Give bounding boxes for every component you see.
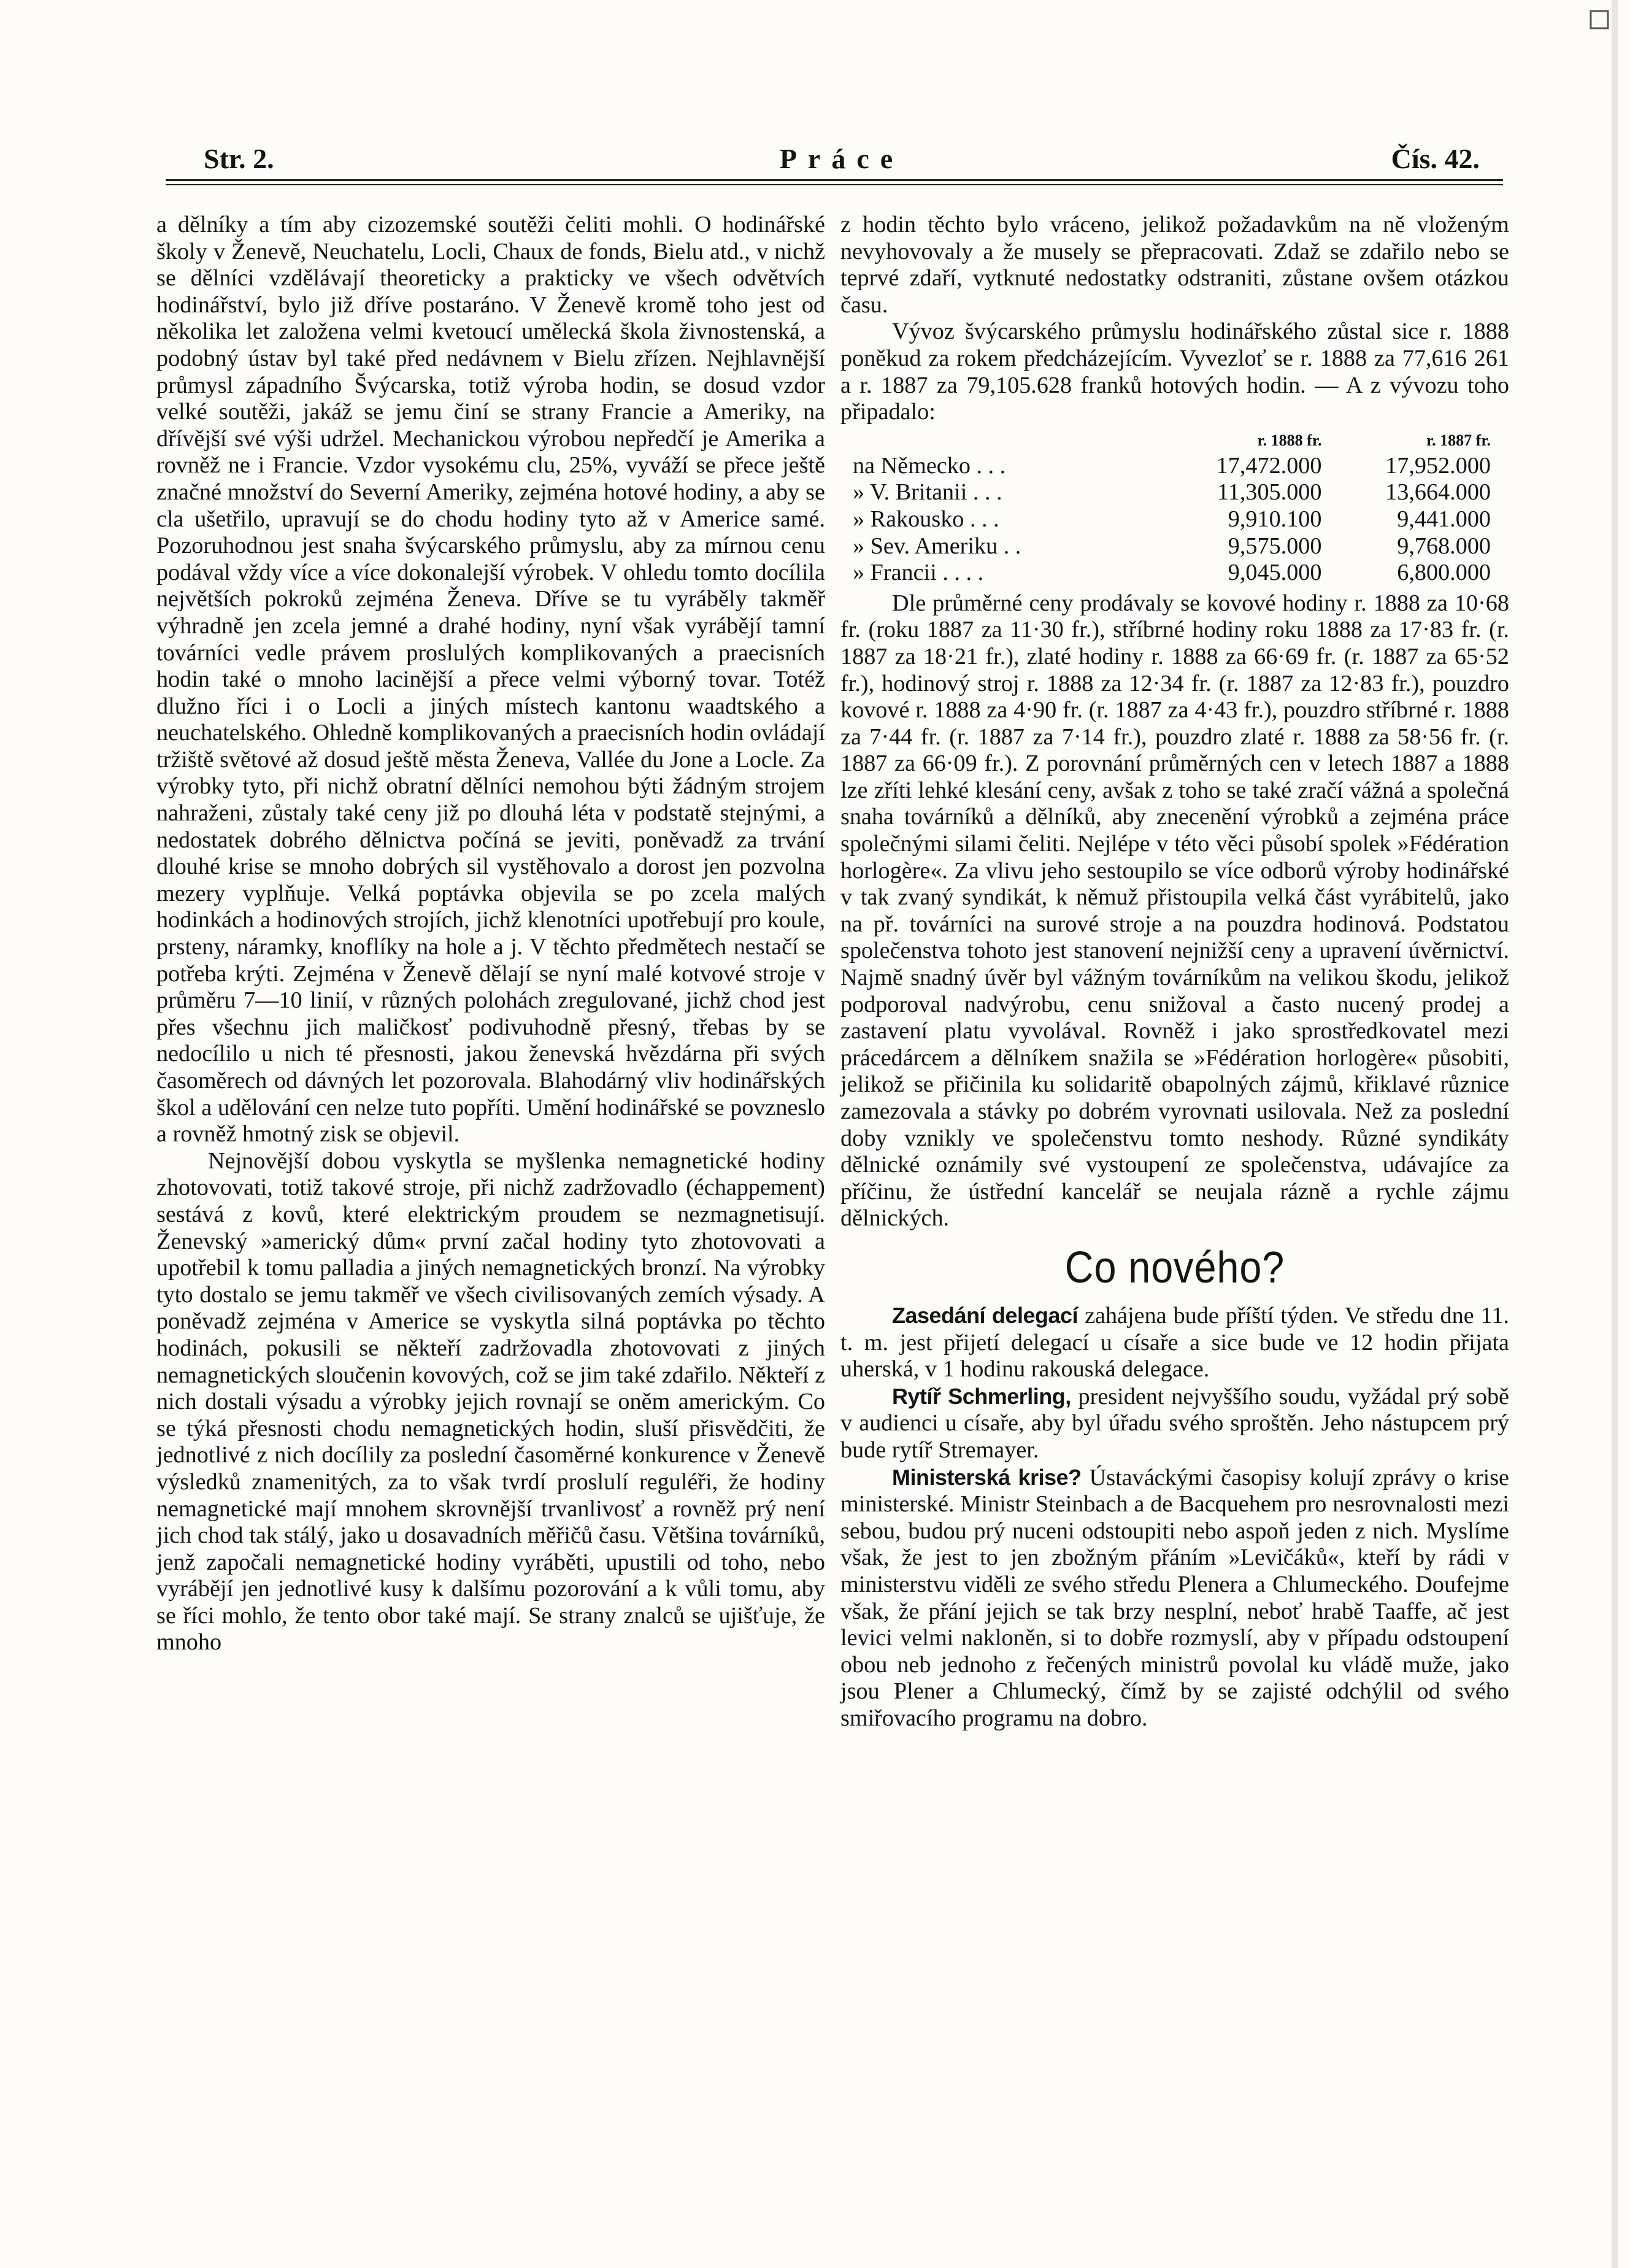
table-cell-country: » Francii . . . . (853, 560, 984, 586)
table-cell-1887: 9,441.000 (1397, 506, 1491, 532)
table-cell-country: » Rakousko . . . (853, 506, 999, 532)
scan-edge (1612, 0, 1618, 2268)
right-column (840, 212, 1509, 1732)
news-item (840, 1302, 1509, 1383)
news-item-text: president nejvyššího soudu, vyžádal prý sobě v audienci u císaře, aby byl úřadu svého sproštěn. Jeho nástupcem prý bude rytíř Stremayer. (840, 1383, 1510, 1463)
table-cell-1888: 9,045.000 (1228, 560, 1322, 586)
news-item-lead: Ministerská krise? (892, 1464, 1082, 1490)
table-row (840, 506, 1509, 533)
table-cell-1888: 17,472.000 (1216, 452, 1322, 479)
table-cell-1887: 6,800.000 (1397, 560, 1491, 586)
table-header-1887: r. 1887 fr. (1426, 431, 1491, 449)
table-cell-country: » Sev. Ameriku . . (853, 533, 1021, 559)
table-cell-1887: 9,768.000 (1397, 533, 1491, 559)
table-header-blank (840, 428, 1171, 453)
article-paragraph: z hodin těchto bylo vráceno, jelikož požadavkům na ně vloženým nevyhovovaly a že musely se přepracovati. Zdaž se zdařilo nebo se teprvé zdaří, vytknuté nedostatky odstraniti, zůstane ovšem otázkou času. (840, 212, 1509, 318)
table-header-1888: r. 1888 fr. (1257, 431, 1322, 449)
table-cell-1888: 11,305.000 (1217, 479, 1322, 506)
issue-number: Čís. 42. (1391, 143, 1480, 174)
header-rule (166, 179, 1503, 181)
article-paragraph: Vývoz švýcarského průmyslu hodinářského zůstal sice r. 1888 poněkud za rokem předcházejícím. Vyvezloť se r. 1888 za 77,616 261 a r. 1887 za 79,105.628 franků hotových hodin. — A z vývozu toho připadalo: (840, 318, 1509, 425)
table-row (840, 453, 1509, 480)
table-cell-country: » V. Britanii . . . (853, 479, 1002, 506)
page-number: Str. 2. (204, 143, 274, 174)
page-header (204, 142, 1480, 177)
news-item-text: zahájena bude příští týden. Ve středu dne 11. t. m. jest přijetí delegací u císaře a sice bude ve 12 hodin přijata uherská, v 1 hodinu rakouská delegace. (840, 1302, 1509, 1383)
corner-mark (1587, 7, 1612, 32)
left-column (156, 212, 825, 1656)
masthead-title: Práce (779, 143, 904, 174)
table-cell-country: na Německo . . . (853, 452, 1006, 479)
article-paragraph: a dělníky a tím aby cizozemské soutěži čeliti mohli. O hodinářské školy v Ženevě, Neuchatelu, Locli, Chaux de fonds, Bielu atd., v nichž se dělníci vzdělávají theoreticky a prakticky ve všech odvětvích hodinářství, bylo již dříve postaráno. V Ženevě kromě toho jest od několika let založena velmi kvetoucí umělecká škola živnostenská, a podobný ústav byl také před nedávnem v Bielu zřízen. Nejhlavnější průmysl západního Švýcarska, totiž výroba hodin, se dosud vzdor velké soutěži, jakáž se jemu činí se strany Francie a Ameriky, na dřívější své výši udržel. Mechanickou výrobou nepředčí je Amerika a rovněž ne i Francie. Vzdor vysokému clu, 25%, vyváží se přece ještě značné množství do Severní Ameriky, zejména hotové hodiny, a aby se cla ušetřilo, upravují se do chodu hodiny tyto až v Americe samé. Pozoruhodnou jest snaha švýcarského průmyslu, aby za mírnou cenu podával vždy více a více dokonalejší výrobek. V ohledu tomto docílila největších pokroků zejména Ženeva. Dříve se tu vyráběly takměř výhradně jen zcela jemné a drahé hodiny, nyní však vyrábějí tamní továrníci vedle právem proslulých komplikovaných a praecisních hodin také o mnoho lacinější a přece velmi výborný tovar. Totéž dlužno říci i o Locli a jiných místech kantonu waadtského a neuchatelského. Ohledně komplikovaných a praecisních hodin ovládají tržiště světové až dosud ještě města Ženeva, Vallée du Jone a Locle. Za výrobky tyto, při nichž obratní dělníci nemohou býti žádným strojem nahraženi, zůstaly také ceny již po dlouhá léta v podstatě stejnými, a nedostatek dobrého dělnictva počíná se jeviti, poněvadž za trvání dlouhé krise se mnoho dobrých sil vystěhovalo a dorost jen pozvolna mezery vyplňuje. Velká poptávka objevila se po zcela malých hodinkách a hodinových strojích, jichž klenotníci upotřebují pro koule, prsteny, náramky, knoflíky na hole a j. V těchto předmětech nestačí se potřeba krýti. Zejména v Ženevě dělají se nyní malé kotvové stroje v průměru 7—10 linií, v různých polohách zregulované, jichž chod jest přes všechnu jich maličkosť podivuhodně přesný, třebas by se nedocílilo u nich té přesnosti, jakou ženevská hvězdárna při svých časoměrech od dávných let pozorovala. Blahodárný vliv hodinářských škol a udělování cen nelze tuto popříti. Umění hodinářské se povzneslo a rovněž hmotný zisk se objevil. (156, 212, 825, 1148)
header-rule-thin (166, 184, 1503, 185)
table-row (840, 533, 1509, 560)
table-cell-1888: 9,910.100 (1228, 506, 1322, 532)
article-paragraph: Dle průměrné ceny prodávaly se kovové hodiny r. 1888 za 10·68 fr. (roku 1887 za 11·30 fr.), stříbrné hodiny roku 1888 za 17·83 fr. (r. 1887 za 18·21 fr.), zlaté hodiny r. 1888 za 66·69 fr. (r. 1887 za 65·52 fr.), hodinový stroj r. 1888 za 12·34 fr. (r. 1887 za 12·83 fr.), pouzdro kovové r. 1888 za 4·90 fr. (r. 1887 za 4·43 fr.), pouzdro stříbrné r. 1888 za 7·44 fr. (r. 1887 za 7·14 fr.), pouzdro zlaté r. 1888 za 58·56 fr. (r. 1887 za 66·09 fr.). Z porovnání průměrných cen v letech 1887 a 1888 lze zříti lehké klesání ceny, avšak z toho se také zračí vážná a společná snaha továrníků a dělníků, aby znecenění výrobků a zejména práce společnými silami čeliti. Nejlépe v této věci působí spolek »Fédération horlogère«. Za vlivu jeho sestoupilo se více odborů výroby hodinářské v tak zvaný syndikát, k němuž přistoupila velká část vyrábitelů, jako na př. továrníci na surové stroje a na pouzdra hodinová. Podstatou společenstva tohoto jest stanovení nejnižší ceny a upravení úvěrnictví. Najmě snadný úvěr byl vážným továrníkům na velikou škodu, jelikož podporoval nadvýrobu, cenu snižoval a často nucený prodej a zastavení platu vyvolával. Rovněž i jako sprostředkovatel mezi prácedárcem a dělníkem snažila se »Fédération horlogère« působiti, jelikož se přičinila ku solidaritě obapolných zájmů, křiklavé různice zamezovala a stávky po dobrém vyrovnati usilovala. Než za poslední doby vznikly ve společenstvu tomto neshody. Různé syndikáty dělnické oznámily své vystoupení ze společenstva, udávajíce za příčinu, že ústřední kancelář se neujala rázně a rychle zájmu dělnických. (840, 590, 1509, 1232)
news-item-lead: Zasedání delegací (892, 1302, 1078, 1328)
table-header-row (840, 428, 1509, 453)
news-item (840, 1464, 1509, 1732)
table-cell-1887: 13,664.000 (1385, 479, 1491, 506)
section-title: Co nového? (1064, 1243, 1285, 1292)
news-item-lead: Rytíř Schmerling, (892, 1383, 1071, 1409)
news-item (840, 1383, 1509, 1464)
article-paragraph: Nejnovější dobou vyskytla se myšlenka nemagnetické hodiny zhotovovati, totiž takové stroje, při nichž zadržovadlo (échappement) sestává z kovů, které elektrickým proudem se nezmagnetisují. Ženevský »americký dům« první začal hodiny tyto zhotovovati a upotřebil k tomu palladia a jiných nemagnetických bronzí. Na výrobky tyto dostalo se jemu takměř ve všech civilisovaných zemích výsady. A poněvadž zejména v Americe se vyskytla silná poptávka po těchto hodinách, pokusili se někteří zadržovadla zhotovovati z jiných nemagnetických sloučenin kovových, což se jim také zdařilo. Někteří z nich dostali výsadu a výrobky jejich rovnají se oněm americkým. Co se týká přesnosti chodu nemagnetických hodin, sluší přisvědčiti, že jednotlivé z nich docílily za poslední časoměrné konkurence v Ženevě výsledků znamenitých, za to však tvrdí proslulí reguléři, že hodiny nemagnetické mají mnohem skrovnější trvanlivosť a rovněž prý není jich chod tak stálý, jako u dosavadních měřičů času. Většina továrníků, jenž započali nemagnetické hodiny vyráběti, upustili od toho, nebo vyrábějí jen jednotlivé kusy k dalšímu pozorování a k vůli tomu, aby se říci mohlo, že tento obor také mají. Se strany znalců se ujišťuje, že mnoho (156, 1148, 825, 1656)
table-cell-1887: 17,952.000 (1385, 452, 1491, 479)
export-table (840, 428, 1509, 587)
table-row (840, 479, 1509, 506)
table-row (840, 560, 1509, 587)
news-item-text: Ústaváckými časopisy kolují zprávy o krise ministerské. Ministr Steinbach a de Bacquehem pro nesrovnalosti mezi sebou, budou prý nuceni odstoupiti nebo aspoň jeden z nich. Myslíme však, že jest to jen zbožným přáním »Levičáků«, kteří by rádi v ministerstvu viděli ze svého středu Plenera a Chlumeckého. Doufejme však, že přání jejich se tak brzy nesplní, neboť hrabě Taaffe, ač jest levici velmi nakloněn, si to dobře rozmyslí, aby v případu odstoupení obou neb jednoho z řečených ministrů povolal ku vládě muže, jako jsou Plener a Chlumecký, čímž by se zajisté odchýlil od svého smiřovacího programu na dobro. (840, 1464, 1510, 1731)
table-cell-1888: 9,575.000 (1228, 533, 1322, 559)
